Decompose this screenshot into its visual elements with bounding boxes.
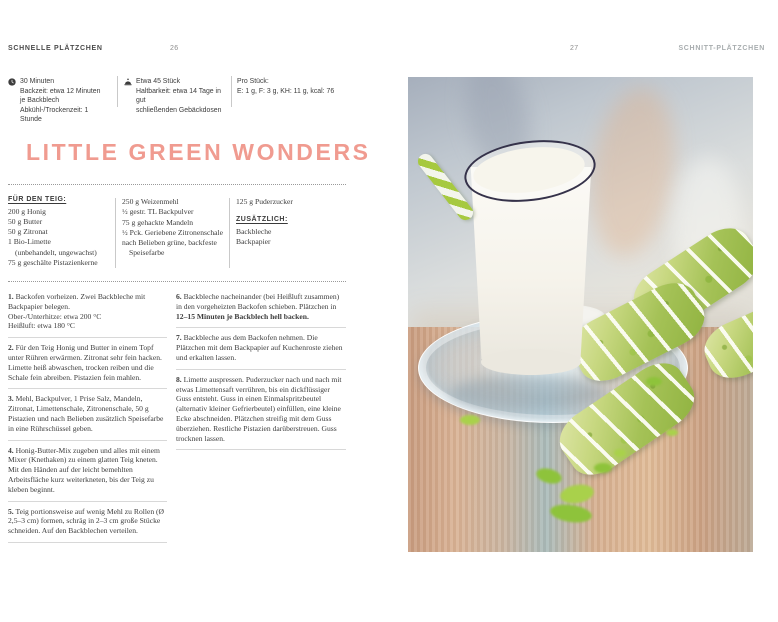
- info-divider: [117, 76, 118, 107]
- recipe-photo: [408, 77, 753, 552]
- step-3: [8, 389, 167, 440]
- step-number: 2.: [8, 343, 14, 353]
- step-number: 1.: [8, 292, 14, 301]
- prep-time-info: [8, 77, 110, 125]
- ingredient-item: Backbleche: [236, 226, 272, 236]
- ingredient-item: 1 Bio-Limette: [8, 237, 51, 247]
- ingredients-heading: FÜR DEN TEIG:: [8, 196, 67, 203]
- step-number: 6.: [176, 292, 182, 301]
- time-line: je Backblech: [20, 97, 60, 105]
- ingredient-item: Speisefarbe: [129, 248, 165, 258]
- step-1: [8, 292, 167, 338]
- pistachio-crumbs: [646, 377, 662, 386]
- ingredients-dough-column: [8, 196, 112, 268]
- pistachio-crumbs: [666, 429, 678, 436]
- time-line: Abkühl-/Trockenzeit: 1 Stunde: [20, 106, 89, 124]
- pistachio-crumbs: [614, 449, 626, 457]
- striped-straw: [415, 151, 476, 223]
- info-divider: [231, 76, 232, 107]
- step-2: [8, 338, 167, 389]
- step-text: Teig portionsweise auf wenig Mehl zu Rollen (Ø 2,5–3 cm) formen, schräg in 2–3 cm große Stücke schneiden. Auf den Backblechen verteilen.: [8, 506, 165, 536]
- ingredients-middle-column: [122, 197, 227, 259]
- ingredient-item: 50 g Butter: [8, 216, 43, 226]
- nutrition-info: [237, 77, 342, 96]
- ingredient-item: 200 g Honig: [8, 206, 46, 216]
- yield-line: schließenden Gebäckdosen: [136, 106, 222, 114]
- right-running-header: SCHNITT-PLÄTZCHEN: [678, 45, 765, 52]
- step-7: [176, 328, 346, 369]
- steps-column-left: [8, 292, 167, 543]
- dotted-divider: [8, 184, 346, 185]
- left-page-number: 26: [170, 45, 179, 52]
- left-running-header: SCHNELLE PLÄTZCHEN: [8, 45, 103, 52]
- ingredient-item: 125 g Puderzucker: [236, 197, 293, 206]
- step-text: Backofen vorheizen. Zwei Backbleche mit Backpapier belegen.: [8, 292, 146, 311]
- nutrition-line: Pro Stück:: [237, 78, 269, 85]
- extras-heading: ZUSÄTZLICH:: [236, 216, 288, 224]
- step-text: Für den Teig Honig und Butter in einem Topf unter Rühren erwärmen. Zitronat sehr fein hacken. Limette heiß abwaschen, trocken reiben und die Schale fein abreiben. Pistazien fein mahlen.: [8, 343, 162, 382]
- time-line: 30 Minuten: [20, 78, 55, 85]
- step-4: [8, 441, 167, 502]
- yield-line: Etwa 45 Stück: [136, 78, 181, 85]
- time-line: Backzeit: etwa 12 Minuten: [20, 87, 101, 95]
- pistachio-crumbs: [594, 463, 612, 473]
- step-8: [176, 370, 346, 451]
- yield-info: [124, 77, 228, 115]
- step-text: Heißluft: etwa 180 °C: [8, 321, 75, 331]
- step-number: 8.: [176, 374, 182, 384]
- yield-line: Haltbarkeit: etwa 14 Tage in gut: [136, 87, 221, 105]
- step-number: 5.: [8, 506, 14, 516]
- ingredients-divider: [115, 198, 116, 268]
- step-text: Mehl, Backpulver, 1 Prise Salz, Mandeln, Zitronat, Limettenschale, Zitronenschale, 50 g Pistazien und nach Belieben zusätzlich Speisefarbe in eine Rührschüssel geben.: [8, 394, 164, 433]
- ingredients-divider: [229, 198, 230, 268]
- steps-column-right: [176, 292, 346, 450]
- ingredient-item: 250 g Weizenmehl: [122, 197, 179, 206]
- step-text: Limette auspressen. Puderzucker nach und nach mit etwas Limettensaft verrühren, bis ein dickflüssiger Guss entsteht. Guss in einen Einmalspritzbeutel (alternativ kleiner Gefrierbeutel) einfüllen, eine kleine Ecke abschneiden. Plätzchen streifig mit dem Guss überziehen. Restliche Pistazien darüberstreuen. Guss trocknen lassen.: [176, 374, 342, 443]
- ingredient-item: (unbehandelt, ungewachst): [15, 247, 97, 257]
- step-text: Backbleche aus dem Backofen nehmen. Die Plätzchen mit dem Backpapier auf Kuchenroste ziehen und erkalten lassen.: [176, 333, 343, 362]
- step-text-bold: 12–15 Minuten je Backblech hell backen.: [176, 311, 309, 321]
- milk-glass: [464, 141, 598, 381]
- step-6: [176, 292, 346, 328]
- step-text: Backbleche nacheinander (bei Heißluft zusammen) in den vorgeheizten Backofen schieben. Plätzchen in: [176, 292, 340, 311]
- ingredient-item: Backpapier: [236, 237, 271, 247]
- step-text: Ober-/Unterhitze: etwa 200 °C: [8, 311, 102, 321]
- step-number: 3.: [8, 394, 14, 404]
- recipe-title: LITTLE GREEN WONDERS: [26, 139, 371, 165]
- ingredient-item: 75 g gehackte Mandeln: [122, 217, 194, 227]
- glass-base: [481, 349, 581, 375]
- step-number: 7.: [176, 333, 182, 343]
- clock-icon: [8, 78, 16, 86]
- ingredient-item: 75 g geschälte Pistazienkerne: [8, 257, 98, 267]
- cloche-icon: [124, 78, 132, 86]
- step-number: 4.: [8, 445, 14, 455]
- ingredients-extra-column: [236, 197, 336, 247]
- nutrition-line: E: 1 g, F: 3 g, KH: 11 g, kcal: 76: [237, 87, 335, 95]
- ingredient-item: ½ gestr. TL Backpulver: [122, 207, 194, 217]
- ingredient-item: nach Belieben grüne, backfeste: [122, 238, 217, 248]
- ingredient-item: ½ Pck. Geriebene Zitronenschale: [122, 227, 223, 237]
- pistachio-crumbs: [460, 415, 480, 425]
- ingredient-item: 50 g Zitronat: [8, 227, 48, 237]
- dotted-divider: [8, 281, 346, 282]
- step-text: Honig-Butter-Mix zugeben und alles mit einem Mixer (Knethaken) zu einem glatten Teig kneten. Mit den Händen auf der leicht bemehlten Arbeitsfläche kurz weiterkneten, bis der Teig zu kleben beginnt.: [8, 445, 160, 494]
- right-page-number: 27: [570, 45, 579, 52]
- step-5: [8, 502, 167, 543]
